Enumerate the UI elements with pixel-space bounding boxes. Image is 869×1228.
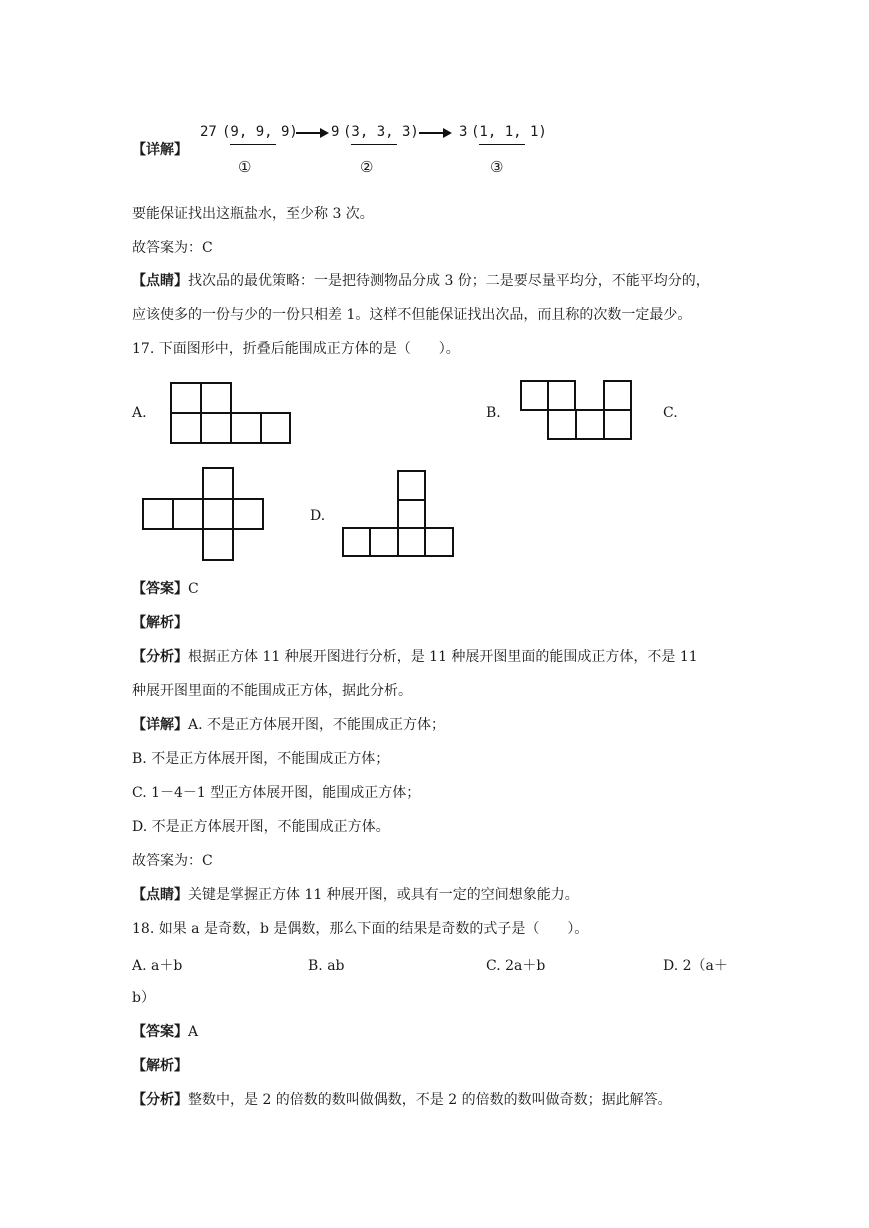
fenxi-text: 根据正方体 11 种展开图进行分析，是 11 种展开图里面的能围成正方体，不是 11	[188, 649, 698, 665]
q17-analysis-label: 【解析】	[132, 615, 188, 631]
net-a-figure	[170, 381, 292, 447]
fenxi-label: 【分析】	[132, 649, 188, 665]
q18-fenxi	[132, 1090, 672, 1110]
detail-a-text: A. 不是正方体展开图，不能围成正方体；	[188, 717, 446, 733]
answer-label: 【答案】	[132, 1024, 188, 1040]
q17-tip	[132, 885, 579, 905]
q17-detail-d: D. 不是正方体展开图，不能围成正方体。	[132, 819, 390, 835]
fenxi-text: 整数中，是 2 的倍数的数叫做偶数，不是 2 的倍数的数叫做奇数；据此解答。	[188, 1092, 672, 1108]
q16-tip	[132, 271, 710, 291]
tip-label: 【点睛】	[132, 887, 188, 903]
answer-value: C	[188, 581, 199, 597]
q16-conclusion: 要能保证找出这瓶盐水，至少称 3 次。	[132, 206, 374, 222]
step-2-underline	[351, 144, 397, 145]
net-b-figure	[520, 379, 634, 441]
q17-option-b-label: B.	[486, 405, 501, 421]
step-3-mark: ③	[490, 158, 504, 176]
q17-detail-a	[132, 715, 445, 735]
q17-answer	[132, 579, 199, 599]
q18-analysis-label: 【解析】	[132, 1058, 188, 1074]
net-d-figure	[342, 470, 456, 558]
q17-detail-c: C. 1－4－1 型正方体展开图，能围成正方体；	[132, 785, 421, 801]
tip-label: 【点睛】	[132, 273, 188, 289]
step-1-underline	[230, 144, 276, 145]
q18-option-d: D. 2（a＋	[663, 958, 728, 974]
q18-option-b: B. ab	[308, 958, 345, 974]
step-2-groups: (3, 3, 3)	[343, 124, 419, 140]
arrow-1-icon	[296, 127, 330, 139]
q18-answer	[132, 1022, 198, 1042]
step-3-underline	[479, 144, 525, 145]
step-2-total: 9	[331, 124, 340, 140]
q18-option-c: C. 2a＋b	[486, 958, 546, 974]
q17-stem: 17. 下面图形中，折叠后能围成正方体的是（ ）。	[132, 341, 460, 357]
q17-option-c-label: C.	[663, 405, 678, 421]
q17-fenxi	[132, 647, 698, 667]
detail-label: 【详解】	[132, 142, 188, 158]
q17-option-d-label: D.	[310, 508, 326, 524]
q18-stem: 18. 如果 a 是奇数，b 是偶数，那么下面的结果是奇数的式子是（ ）。	[132, 921, 589, 937]
fenxi-label: 【分析】	[132, 1092, 188, 1108]
net-c-figure	[142, 466, 266, 562]
q16-tip-cont: 应该使多的一份与少的一份只相差 1。这样不但能保证找出次品，而且称的次数一定最少。	[132, 307, 692, 323]
tip-text-1: 找次品的最优策略：一是把待测物品分成 3 份；二是要尽量平均分，不能平均分的，	[188, 273, 710, 289]
step-3-total: 3	[459, 124, 468, 140]
q17-detail-b: B. 不是正方体展开图，不能围成正方体；	[132, 751, 390, 767]
step-2-mark: ②	[360, 158, 374, 176]
q17-option-a-label: A.	[132, 405, 147, 421]
step-3-groups: (1, 1, 1)	[471, 124, 547, 140]
q17-answer-line: 故答案为：C	[132, 853, 213, 869]
q17-fenxi-cont: 种展开图里面的不能围成正方体，据此分析。	[132, 683, 412, 699]
step-1-total: 27	[200, 124, 217, 140]
answer-value: A	[188, 1024, 199, 1040]
tip-text: 关键是掌握正方体 11 种展开图，或具有一定的空间想象能力。	[188, 887, 579, 903]
q18-option-a: A. a＋b	[132, 958, 183, 974]
arrow-2-icon	[419, 127, 453, 139]
step-1-mark: ①	[238, 158, 252, 176]
q18-option-d-wrap: b）	[132, 990, 155, 1006]
detail-label: 【详解】	[132, 717, 188, 733]
q16-answer-line: 故答案为：C	[132, 240, 213, 256]
step-1-groups: (9, 9, 9)	[222, 124, 298, 140]
answer-label: 【答案】	[132, 581, 188, 597]
